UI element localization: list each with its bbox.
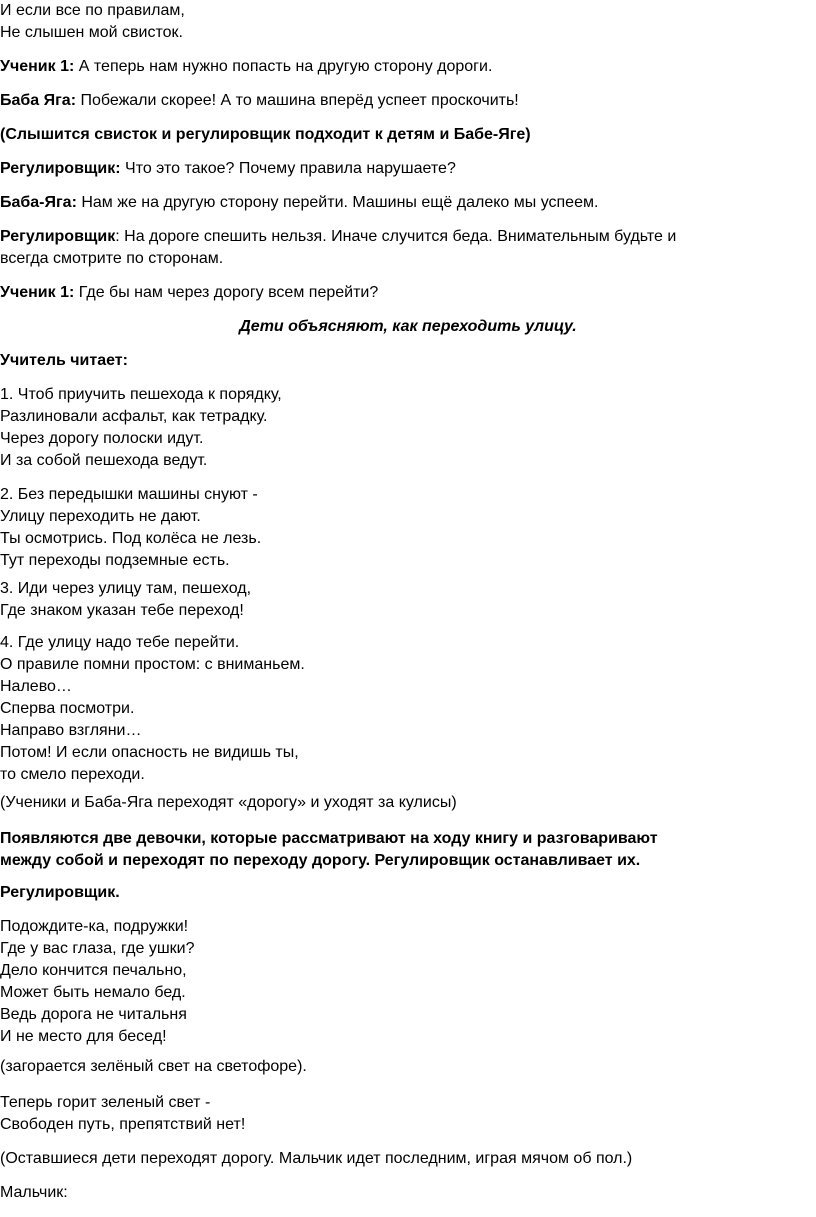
verse-line: Налево… [0,678,72,695]
verse-2 [0,484,261,572]
speech-text: Побежали скорее! А то машина вперёд успеет проскочить! [76,92,519,109]
verse-line: Где у вас глаза, где ушки? [0,940,195,957]
text-line: Появляются две девочки, которые рассматривают на ходу книгу и разговаривают [0,830,658,847]
dialogue-baba-yaga [0,90,519,112]
speaker-name: Ученик 1: [0,284,75,301]
verse-line: О правиле помни простом: с вниманьем. [0,656,305,673]
verse-line: Подождите-ка, подружки! [0,918,189,935]
verse-line: Тут переходы подземные есть. [0,552,230,569]
stage-direction: (загорается зелёный свет на светофоре). [0,1058,307,1075]
verse-line: Разлиновали асфальт, как тетрадку. [0,408,268,425]
speech-text: Что это такое? Почему правила нарушаете? [120,160,456,177]
verse-line: И не место для бесед! [0,1028,167,1045]
dialogue-traffic-officer [0,226,676,270]
speaker-name: Баба-Яга: [0,194,77,211]
verse-4 [0,632,305,786]
verse-line: Потом! И если опасность не видишь ты, [0,744,299,761]
speaker-name: Регулировщик: [0,160,121,177]
verse-line: Может быть немало бед. [0,984,186,1001]
verse-line: Где знаком указан тебе переход! [0,602,244,619]
verse-line: Улицу переходить не дают. [0,508,201,525]
verse-line: Ведь дорога не читальня [0,1006,187,1023]
poem-ending [0,0,185,44]
speech-text: Где бы нам через дорогу всем перейти? [74,284,379,301]
verse-line: Сперва посмотри. [0,700,135,717]
stage-direction: (Оставшиеся дети переходят дорогу. Мальчик идет последним, играя мячом об пол.) [0,1150,633,1167]
verse-officer [0,916,195,1048]
verse-line: то смело переходи. [0,766,145,783]
verse-line: Через дорогу полоски идут. [0,430,204,447]
verse-line: 2. Без передышки машины снуют - [0,486,258,503]
text-line: И если все по правилам, [0,2,185,19]
section-heading: Дети объясняют, как переходить улицу. [239,318,577,335]
verse-line: Свободен путь, препятствий нет! [0,1116,246,1133]
speaker-name: Регулировщик [0,228,116,245]
stage-direction: (Ученики и Баба-Яга переходят «дорогу» и уходят за кулисы) [0,794,457,811]
verse-line: Теперь горит зеленый свет - [0,1094,211,1111]
speech-text: всегда смотрите по сторонам. [0,250,224,267]
speech-text: А теперь нам нужно попасть на другую сторону дороги. [74,58,493,75]
dialogue-traffic-officer [0,158,456,180]
dialogue-baba-yaga [0,192,598,214]
speaker-boy: Мальчик: [0,1184,68,1201]
verse-line: Ты осмотрись. Под колёса не лезь. [0,530,262,547]
speech-text: : На дороге спешить нельзя. Иначе случится беда. Внимательным будьте и [115,228,677,245]
text-line: между собой и переходят по переходу дорогу. Регулировщик останавливает их. [0,852,641,869]
speaker-name: Ученик 1: [0,58,75,75]
stage-direction: (Слышится свисток и регулировщик подходит к детям и Бабе-Яге) [0,126,531,143]
speaker-heading: Регулировщик. [0,884,120,901]
dialogue-student1 [0,56,492,78]
verse-line: И за собой пешехода ведут. [0,452,208,469]
speech-text: Нам же на другую сторону перейти. Машины ещё далеко мы успеем. [76,194,599,211]
verse-3 [0,578,251,622]
verse-line: 1. Чтоб приучить пешехода к порядку, [0,386,282,403]
teacher-reads: Учитель читает: [0,352,128,369]
text-line: Не слышен мой свисток. [0,24,183,41]
verse-line: Дело кончится печально, [0,962,187,979]
verse-line: Направо взгляни… [0,722,142,739]
verse-green-light [0,1092,245,1136]
stage-direction-bold [0,828,658,872]
verse-line: 4. Где улицу надо тебе перейти. [0,634,240,651]
speaker-name: Баба Яга: [0,92,77,109]
dialogue-student1 [0,282,378,304]
verse-line: 3. Иди через улицу там, пешеход, [0,580,252,597]
verse-1 [0,384,282,472]
